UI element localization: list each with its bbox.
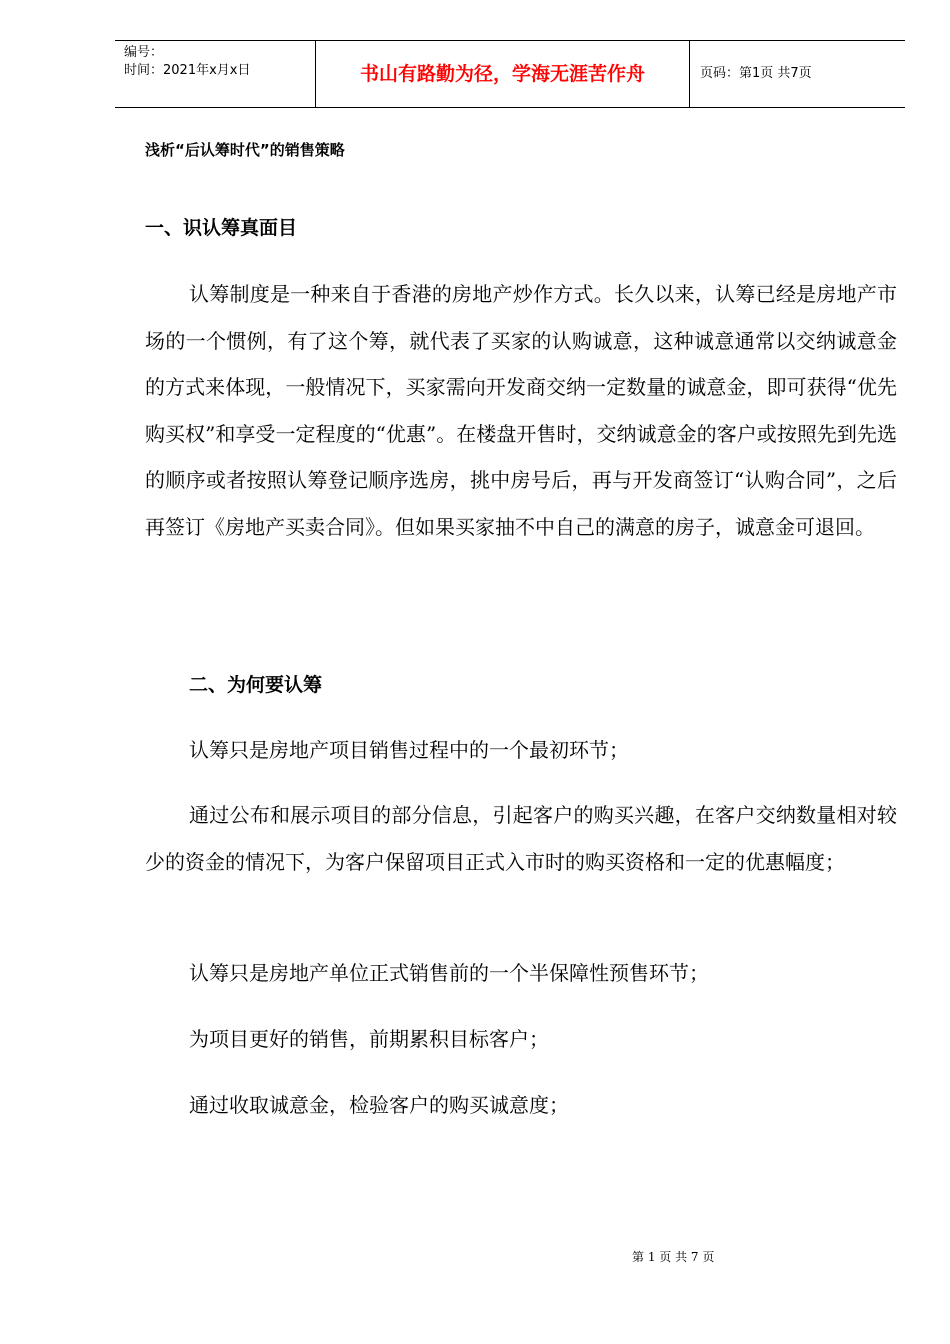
- section1-paragraph: 认筹制度是一种来自于香港的房地产炒作方式。长久以来，认筹已经是房地产市场的一个惯例，有了这个筹，就代表了买家的认购诚意，这种诚意通常以交纳诚意金的方式来体现，一般情况下，买家需向开发商交纳一定数量的诚意金，即可获得“优先购买权”和享受一定程度的“优惠”。在楼盘开售时，交纳诚意金的客户或按照先到先选的顺序或者按照认筹登记顺序选房，挑中房号后，再与开发商签订“认购合同”，之后再签订《房地产买卖合同》。但如果买家抽不中自己的满意的房子，诚意金可退回。: [145, 282, 897, 539]
- page-footer: 第 1 页 共 7 页: [632, 1250, 715, 1264]
- document-title: 浅析“后认筹时代”的销售策略: [145, 141, 345, 159]
- header-table: [115, 40, 905, 108]
- section2-item-1: 认筹只是房地产项目销售过程中的一个最初环节；: [189, 738, 629, 762]
- section2-item-2: 通过公布和展示项目的部分信息，引起客户的购买兴趣，在客户交纳数量相对较少的资金的情况下，为客户保留项目正式入市时的购买资格和一定的优惠幅度；: [145, 803, 897, 874]
- header-page-label: 页码：第1页 共7页: [700, 66, 812, 81]
- section2-heading: 二、为何要认筹: [189, 674, 323, 696]
- header-motto: 书山有路勤为径，学海无涯苦作舟: [316, 41, 690, 107]
- header-meta-cell: [115, 41, 316, 107]
- time-label: 时间：2021年x月x日: [124, 63, 251, 78]
- section2-item-3: 认筹只是房地产单位正式销售前的一个半保障性预售环节；: [189, 961, 709, 985]
- serial-number-label: 编号：: [124, 45, 164, 60]
- section2-item-5: 通过收取诚意金，检验客户的购买诚意度；: [189, 1093, 569, 1117]
- section1-heading: 一、识认筹真面目: [145, 217, 298, 239]
- section2-item-4: 为项目更好的销售，前期累积目标客户；: [189, 1027, 549, 1051]
